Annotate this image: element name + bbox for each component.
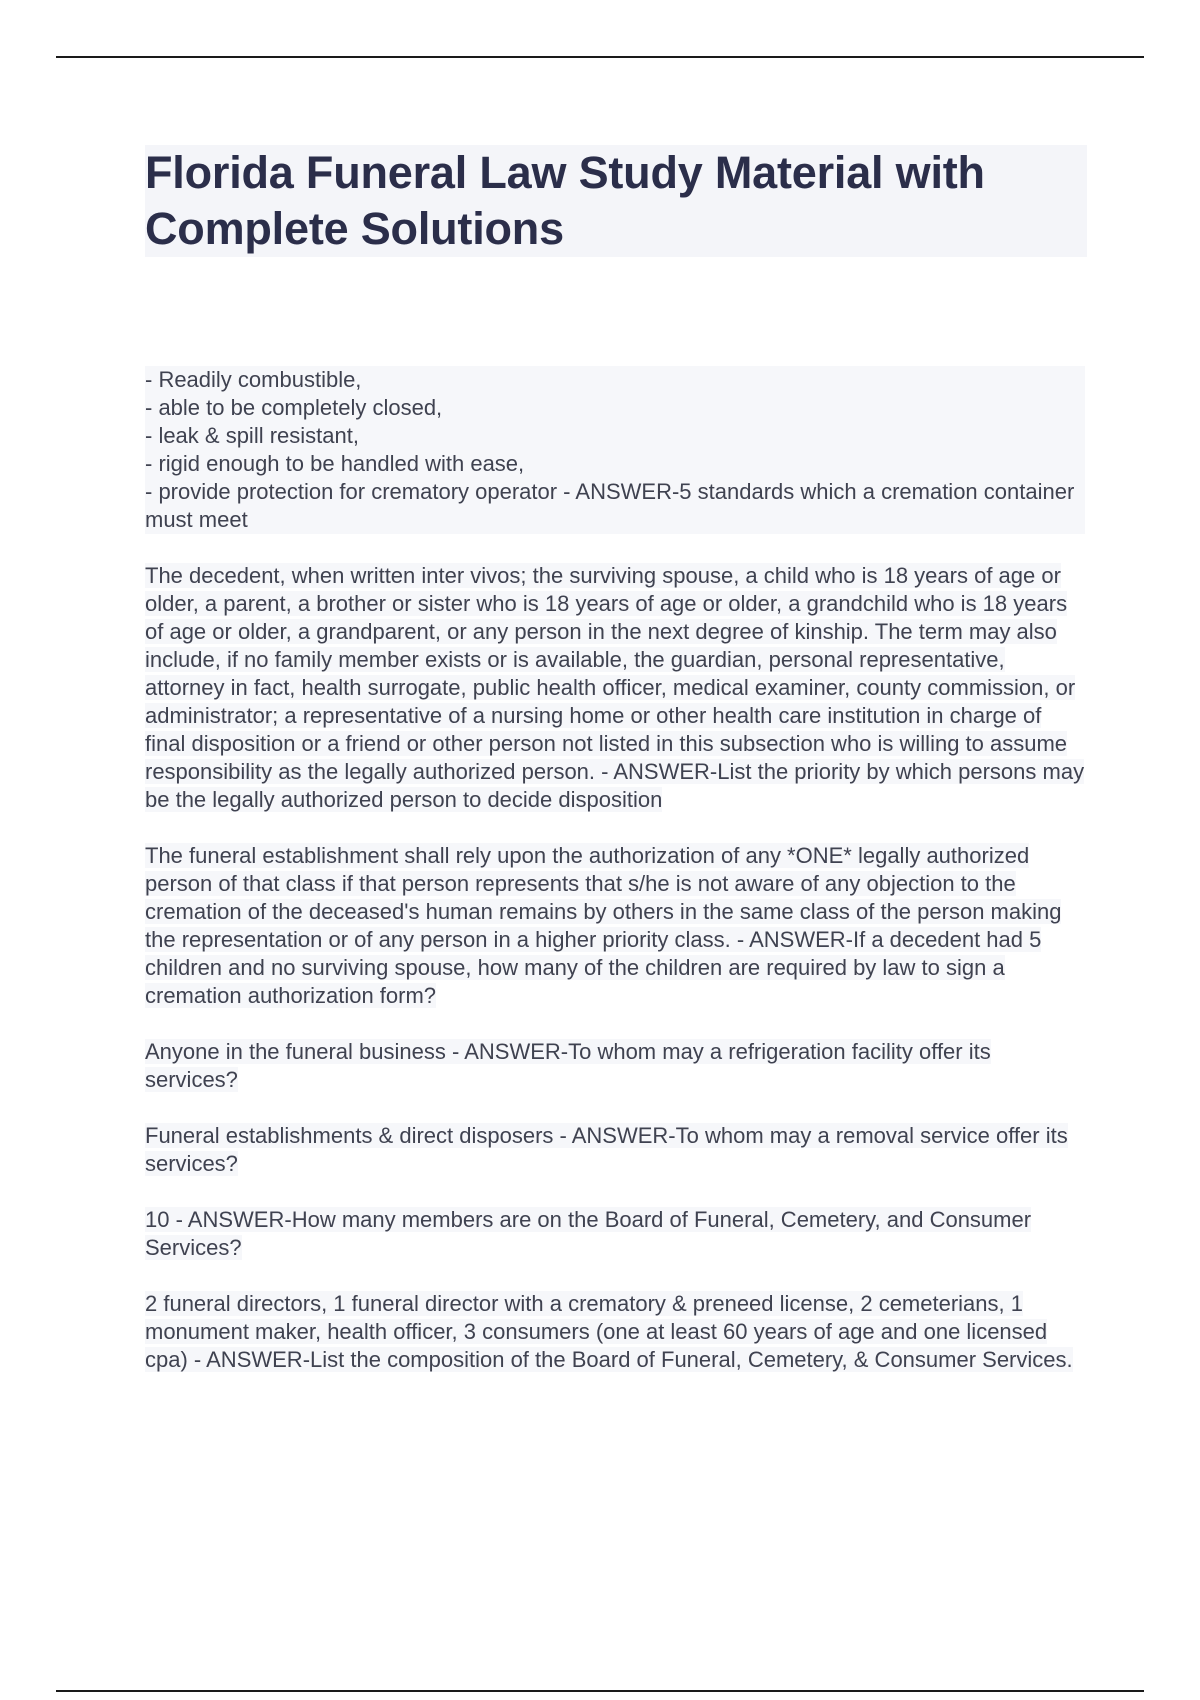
qa-card-6: [145, 1206, 1085, 1262]
qa-line: - able to be completely closed,: [145, 394, 1085, 422]
top-divider: [56, 56, 1144, 58]
qa-text: The decedent, when written inter vivos; the surviving spouse, a child who is 18 years of age or older, a parent, a brother or sister who is 18 years of age or older, a grandchild who is 18 years of age or older, a grandparent, or any person in the next degree of kinship. The term may also include, if no family member exists or is available, the guardian, personal representative, attorney in fact, health surrogate, public health officer, medical examiner, county commission, or administrator; a representative of a nursing home or other health care institution in charge of final disposition or a friend or other person not listed in this subsection who is willing to assume responsibility as the legally authorized person. - ANSWER-List the priority by which persons may be the legally authorized person to decide disposition: [145, 563, 1085, 812]
qa-card-3: [145, 842, 1085, 1010]
qa-text: Anyone in the funeral business - ANSWER-To whom may a refrigeration facility offer its services?: [145, 1039, 991, 1092]
qa-line: - rigid enough to be handled with ease,: [145, 450, 1085, 478]
qa-line: - Readily combustible,: [145, 366, 1085, 394]
qa-text: Funeral establishments & direct disposers - ANSWER-To whom may a removal service offer its services?: [145, 1123, 1068, 1176]
qa-card-1: [145, 366, 1085, 534]
qa-line: - leak & spill resistant,: [145, 422, 1085, 450]
bottom-divider: [56, 1690, 1144, 1692]
qa-content: [145, 366, 1085, 1402]
qa-card-2: [145, 562, 1085, 814]
qa-text: 2 funeral directors, 1 funeral director with a crematory & preneed license, 2 cemeterians, 1 monument maker, health officer, 3 consumers (one at least 60 years of age and one licensed cpa) - ANSWER-List the composition of the Board of Funeral, Cemetery, & Consumer Services.: [145, 1291, 1073, 1372]
qa-text: 10 - ANSWER-How many members are on the Board of Funeral, Cemetery, and Consumer Services?: [145, 1207, 1032, 1260]
title-block: [145, 145, 1087, 257]
page-title: Florida Funeral Law Study Material with Complete Solutions: [145, 147, 985, 254]
qa-line: - provide protection for crematory operator - ANSWER-5 standards which a cremation container must meet: [145, 478, 1085, 534]
qa-card-5: [145, 1122, 1085, 1178]
qa-card-4: [145, 1038, 1085, 1094]
qa-card-7: [145, 1290, 1085, 1374]
qa-text: The funeral establishment shall rely upon the authorization of any *ONE* legally authorized person of that class if that person represents that s/he is not aware of any objection to the cremation of the deceased's human remains by others in the same class of the person making the representation or of any person in a higher priority class. - ANSWER-If a decedent had 5 children and no surviving spouse, how many of the children are required by law to sign a cremation authorization form?: [145, 843, 1062, 1008]
